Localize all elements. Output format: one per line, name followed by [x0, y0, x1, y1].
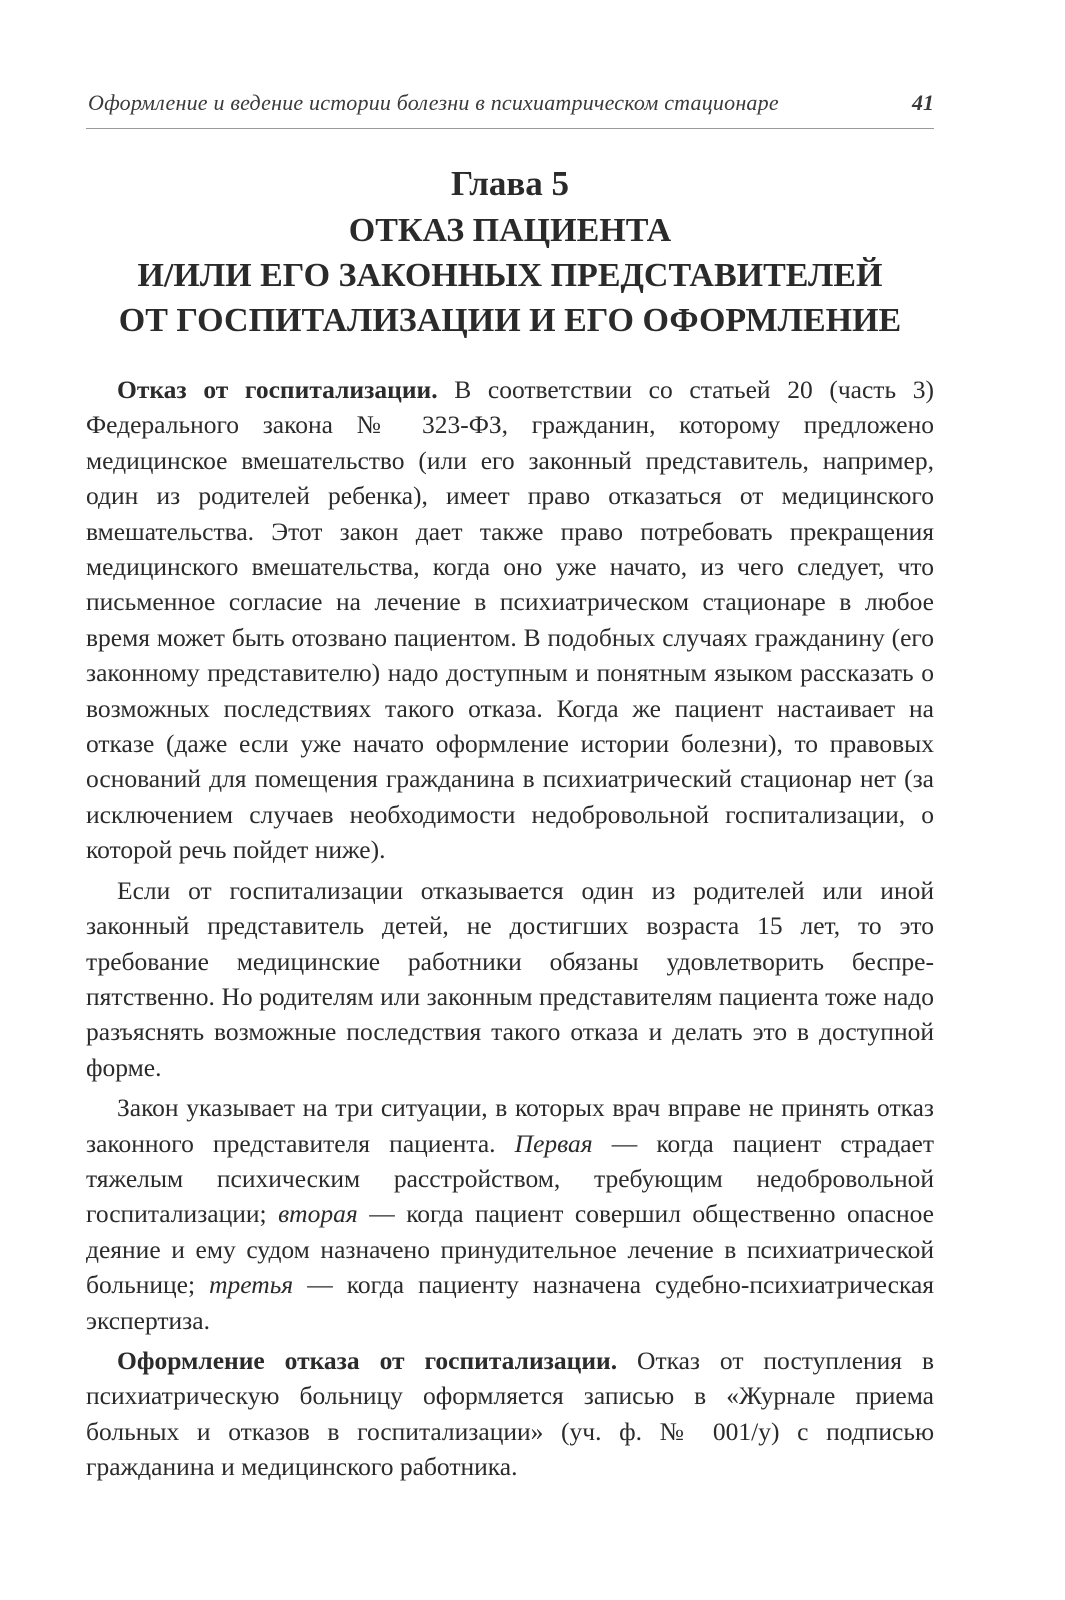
emphasis-first: Первая: [514, 1128, 593, 1158]
paragraph-refusal: [86, 372, 934, 868]
chapter-title-line: ОТ ГОСПИТАЛИЗАЦИИ И ЕГО ОФОРМЛЕНИЕ: [118, 302, 902, 339]
paragraph-lead: Оформление отказа от госпитализации.: [117, 1345, 618, 1375]
page-number: 41: [912, 90, 934, 115]
paragraph-text: Если от госпитализации отказывается один из родителей или иной законный представитель детей, не достигших возраста 15 лет, то это требование медицинские работники обязаны удовлетворить беспрепятственно. Но родителям или законным представителям пациента тоже надо разъяснять возможные последствия такого отказа и делать это в доступной форме.: [86, 875, 934, 1082]
running-head-title: Оформление и ведение истории болезни в психиатрическом стационаре: [88, 90, 779, 115]
chapter-heading: [86, 160, 934, 343]
paragraph-text: — когда пациент совершил общественно опасное деяние и ему судом назначено принудительное лечение в психиатрической больнице;: [86, 1199, 935, 1300]
emphasis-third: третья: [209, 1270, 294, 1300]
running-head: [86, 86, 934, 129]
chapter-number: Глава 5: [450, 164, 570, 203]
paragraph-text: Отказ от поступления в психиатрическую больницу оформляется записью в «Журнале приема больных и отказов в госпитализации» (уч. ф. № 001/у) с подписью гражданина и медицинского работника.: [86, 1345, 935, 1482]
chapter-title-line: ОТКАЗ ПАЦИЕНТА: [348, 212, 672, 249]
paragraph-parents: [86, 873, 934, 1085]
emphasis-second: вторая: [278, 1199, 358, 1229]
paragraph-documentation: [86, 1343, 934, 1485]
chapter-title-line: И/ИЛИ ЕГО ЗАКОННЫХ ПРЕДСТАВИТЕЛЕЙ: [137, 257, 883, 294]
paragraph-text: В соответствии со статьей 20 (часть 3) Федерального закона № 323-ФЗ, гражданин, которому предложено медицинское вмешательство (или его законный представитель, например, один из родителей ребенка), имеет право отказаться от медицинского вмешательства. Этот закон дает также право потребовать прекращения медицинского вмешательства, когда оно уже начато, из чего следует, что письменное согласие на лечение в психиатрическом стационаре в любое время может быть отозвано пациентом. В подобных случаях гражданину (его законному представителю) надо доступным и понятным языком рассказать о возможных последствиях такого отказа. Когда же пациент настаивает на отказе (даже если уже начато оформление истории болезни), то правовых оснований для помещения гражданина в психиатрический стационар нет (за исключением случаев необходимости недобровольной госпитализации, о которой речь пойдет ниже).: [86, 375, 934, 865]
paragraph-lead: Отказ от госпитализации.: [117, 375, 438, 404]
paragraph-three-situations: [86, 1090, 934, 1338]
paragraph-text: Закон указывает на три ситуации, в которых врач вправе не принять отказ законного представителя пациента.: [86, 1093, 934, 1158]
body-text: [86, 372, 934, 1490]
paragraph-text: — когда пациенту назначена судебно-психиатрическая экспертиза.: [86, 1270, 934, 1335]
paragraph-text: — когда пациент страдает тяжелым психическим расстройством, требующим недобровольной госпитализации;: [86, 1128, 934, 1229]
